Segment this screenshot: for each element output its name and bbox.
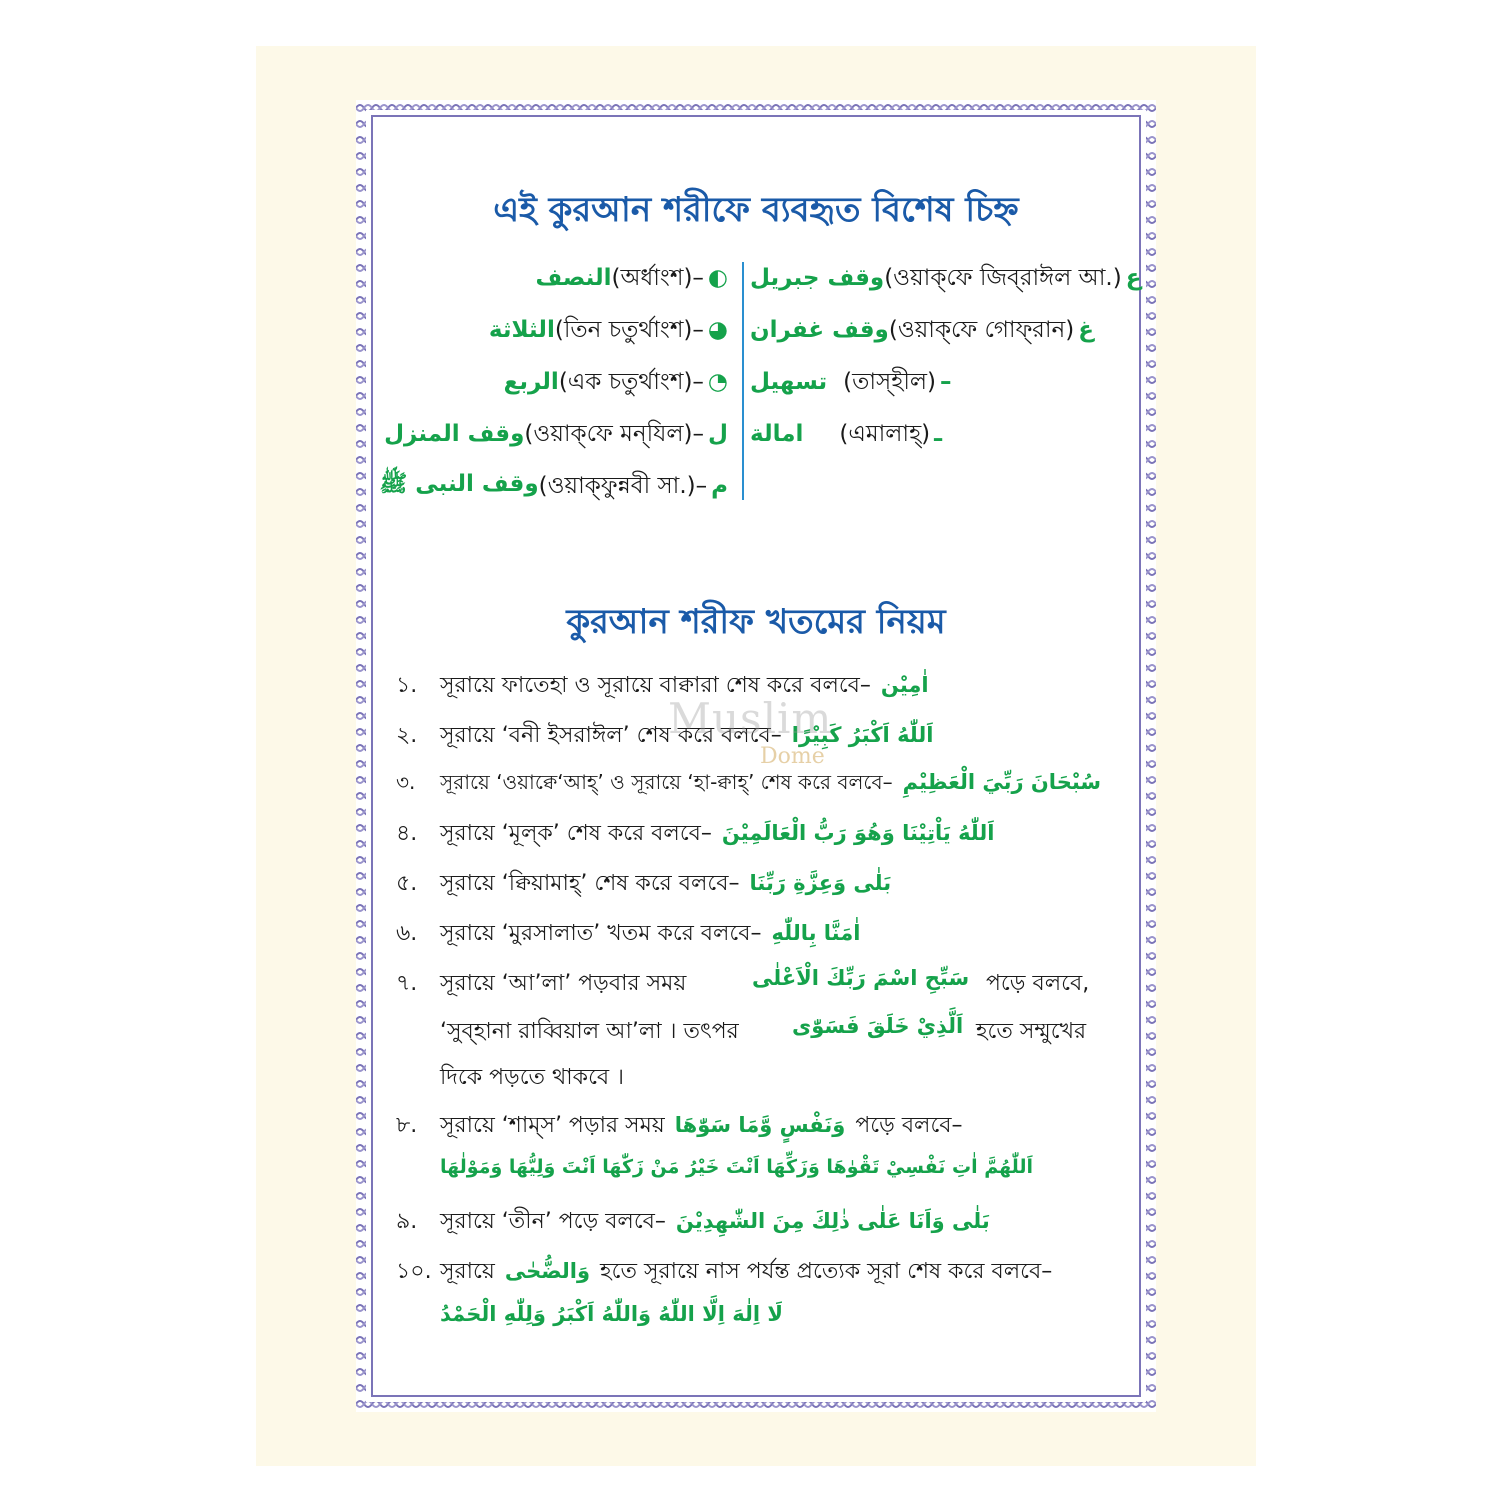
list-item: [396, 916, 1116, 953]
sign-arabic: وقف النبى ﷺ: [379, 471, 539, 497]
list-item: [396, 1108, 1116, 1145]
item-arabic: اَللّٰهُ يَاْتِيْنَا وَهُوَ رَبُّ الْعَالَمِيْنَ: [721, 821, 995, 845]
item-number: ১০.: [396, 1259, 432, 1284]
list-item: [396, 816, 1116, 853]
sign-row-right: [750, 362, 956, 402]
item-arabic: سَبِّحِ اسْمَ رَبِّكَ الْاَعْلٰى: [752, 966, 970, 990]
item-arabic: اٰمَنَّا بِاللّٰهِ: [771, 921, 861, 945]
page-title-khatam: কুরআন শরীফ খতমের নিয়ম: [566, 602, 946, 642]
item-number: ২.: [396, 723, 418, 748]
item-text: সূরায়ে ‘মুরসালাত’ খতম করে বলবে–: [440, 921, 762, 946]
sign-row-left: [489, 310, 732, 350]
sign-row-right: [750, 258, 1145, 298]
sign-row-right: [750, 414, 946, 454]
sign-label: (ওয়াক্‌ফে গোফ্‌রান): [888, 316, 1075, 343]
item-arabic: اَلَّذِيْ خَلَقَ فَسَوّٰى: [792, 1014, 964, 1038]
half-circle-icon: ◐: [707, 265, 728, 291]
quarter-circle-icon: ◔: [707, 369, 728, 395]
item-text: পড়ে বলবে–: [855, 1113, 963, 1138]
item-arabic: وَالضُّحٰى: [504, 1259, 591, 1283]
sign-symbol: ـ: [934, 421, 943, 447]
sign-row-left: [504, 362, 732, 402]
item-number: ৮.: [396, 1113, 418, 1138]
item-number: ৪.: [396, 821, 418, 846]
list-item: [396, 1254, 1116, 1291]
item-arabic: بَلٰى وَعِزَّةِ رَبِّنَا: [749, 871, 892, 895]
item-text: পড়ে বলবে,: [986, 971, 1090, 996]
sign-symbol: –: [940, 369, 952, 395]
watermark-logo: Muslim: [668, 694, 833, 743]
sign-symbol: م: [711, 473, 728, 499]
sign-arabic: وقف غفران: [750, 317, 889, 343]
column-divider: [742, 262, 744, 500]
item-arabic: سُبْحَانَ رَبِّيَ الْعَظِيْمِ: [902, 770, 1102, 794]
sign-arabic: الثلاثة: [488, 317, 555, 343]
item-arabic: بَلٰى وَاَنَا عَلٰى ذٰلِكَ مِنَ الشّٰهِدِيْنَ: [675, 1209, 990, 1233]
item-text: হতে সম্মুখের: [976, 1019, 1087, 1044]
page-title-signs: এই কুরআন শরীফে ব্যবহৃত বিশেষ চিহ্ন: [493, 190, 1019, 230]
list-item: [396, 1204, 1116, 1241]
sign-label: (ওয়াক্‌ফুন্নবী সা.)–: [538, 472, 708, 499]
item-number: ৩.: [396, 770, 416, 794]
sign-label: (তাস্‌হীল): [843, 368, 937, 395]
item-text: হতে সূরায়ে নাস পর্যন্ত প্রত্যেক সূরা শেষ করে বলবে–: [600, 1259, 1053, 1284]
sign-arabic: امالة: [750, 421, 804, 447]
item-text: দিকে পড়তে থাকবে ।: [440, 1065, 625, 1090]
sign-arabic: النصف: [535, 265, 612, 291]
item-text: সূরায়ে ‘মূল্‌ক’ শেষ করে বলবে–: [440, 821, 712, 846]
item-number: ১.: [396, 673, 418, 698]
sign-label: (অর্ধাংশ)–: [611, 264, 704, 291]
item-number: ৬.: [396, 921, 418, 946]
item-text: সূরায়ে ফাতেহা ও সূরায়ে বাক্বারা শেষ করে বলবে–: [440, 673, 871, 698]
sign-label: (তিন চতুর্থাংশ)–: [554, 316, 704, 343]
item-text: সূরায়ে: [440, 1259, 495, 1284]
item-arabic: وَنَفْسٍ وَّمَا سَوّٰهَا: [674, 1113, 846, 1137]
item-text: সূরায়ে ‘শাম্‌স’ পড়ার সময়: [440, 1113, 665, 1138]
item-number: ৯.: [396, 1209, 418, 1234]
ornamental-frame: [356, 100, 1156, 1412]
sign-label: (ওয়াক্‌ফে জিব্‌রাঈল আ.): [884, 264, 1122, 291]
sign-label: (এমালাহ্‌): [839, 420, 931, 447]
watermark-logo-sub: Dome: [760, 744, 825, 769]
sign-symbol: غ: [1078, 317, 1094, 343]
item-arabic: اَللّٰهُمَّ اٰتِ نَفْسِيْ تَقْوٰهَا وَزَكِّهَا اَنْتَ خَيْرُ مَنْ زَكّٰهَا اَنْتَ وَلِيُّهَا وَمَوْلٰهَا: [440, 1156, 1034, 1178]
sign-arabic: وقف المنزل: [384, 421, 525, 447]
item-text: সূরায়ে ‘আ’লা’ পড়বার সময়: [440, 971, 687, 996]
item-arabic: اٰمِيْن: [880, 673, 929, 697]
item-arabic: لَا اِلٰهَ اِلَّا اللّٰهُ وَاللّٰهُ اَكْبَرُ وَلِلّٰهِ الْحَمْدُ: [440, 1302, 784, 1326]
signs-table: [356, 254, 1156, 504]
sign-row-right: [750, 310, 1098, 350]
sign-row-left: [380, 466, 732, 506]
sign-arabic: تسهيل: [750, 369, 828, 395]
sign-symbol: ع: [1125, 265, 1142, 291]
item-text: সূরায়ে ‘তীন’ পড়ে বলবে–: [440, 1209, 666, 1234]
sign-label: (ওয়াক্‌ফে মন্‌যিল)–: [524, 420, 705, 447]
item-number: ৭.: [396, 971, 418, 996]
three-quarter-circle-icon: ◕: [707, 317, 728, 343]
item-number: ৫.: [396, 871, 418, 896]
item-arabic: اَللّٰهُ اَكْبَرُ كَبِيْرًا: [791, 723, 934, 747]
item-text: সূরায়ে ‘বনী ইসরাঈল’ শেষ করে বলবে–: [440, 723, 782, 748]
sign-arabic: الربع: [503, 369, 559, 395]
item-text: সূরায়ে ‘ওয়াক্বে‘আহ্’ ও সূরায়ে ‘হা-ক্বাহ্’ শেষ করে বলবে–: [440, 770, 893, 794]
sign-row-left: [384, 414, 732, 454]
sign-arabic: وقف جبريل: [750, 265, 885, 291]
item-text: সূরায়ে ‘ক্বিয়ামাহ্’ শেষ করে বলবে–: [440, 871, 740, 896]
sign-row-left: [536, 258, 732, 298]
sign-symbol: ل: [708, 421, 728, 447]
list-item: [396, 768, 1116, 801]
sign-label: (এক চতুর্থাংশ)–: [558, 368, 704, 395]
item-text: ‘সুব্‌হানা রাব্বিয়াল আ’লা । তৎপর: [440, 1019, 739, 1044]
list-item: [396, 866, 1116, 903]
